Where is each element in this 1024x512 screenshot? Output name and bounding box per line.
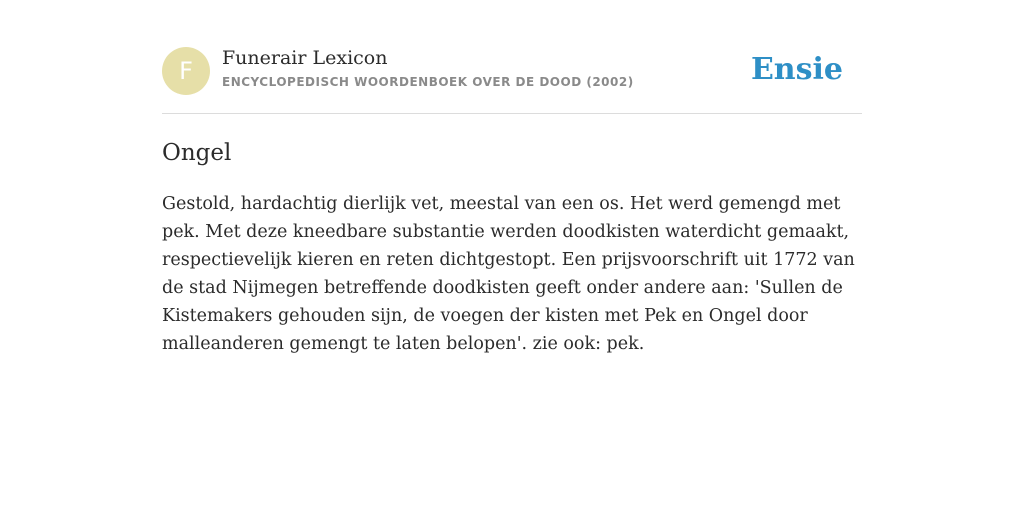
header	[162, 0, 862, 114]
page	[162, 0, 862, 354]
source-avatar: F	[162, 47, 210, 95]
entry-definition: Gestold, hardachtig dierlijk vet, meestal van een os. Het werd gemengd met pek. Met deze kneedbare substantie werden doodkisten waterdicht gemaakt, respectievelijk kieren en reten dichtgestopt. Een prijsvoorschrift uit 1772 van de stad Nijmegen betreffende doodkisten geeft onder andere aan: 'Sullen de Kistemakers gehouden sijn, de voegen der kisten met Pek en Ongel door malleanderen gemengt te laten belopen'.	[162, 194, 855, 354]
source-subtitle: ENCYCLOPEDISCH WOORDENBOEK OVER DE DOOD (2002)	[222, 75, 634, 89]
see-also-link[interactable]: pek.	[606, 334, 645, 354]
see-also-label: zie ook:	[532, 334, 601, 354]
source-title[interactable]: Funerair Lexicon	[222, 47, 388, 69]
entry-title: Ongel	[162, 140, 232, 166]
entry-body	[162, 190, 862, 358]
ensie-logo[interactable]: Ensie	[750, 52, 843, 87]
